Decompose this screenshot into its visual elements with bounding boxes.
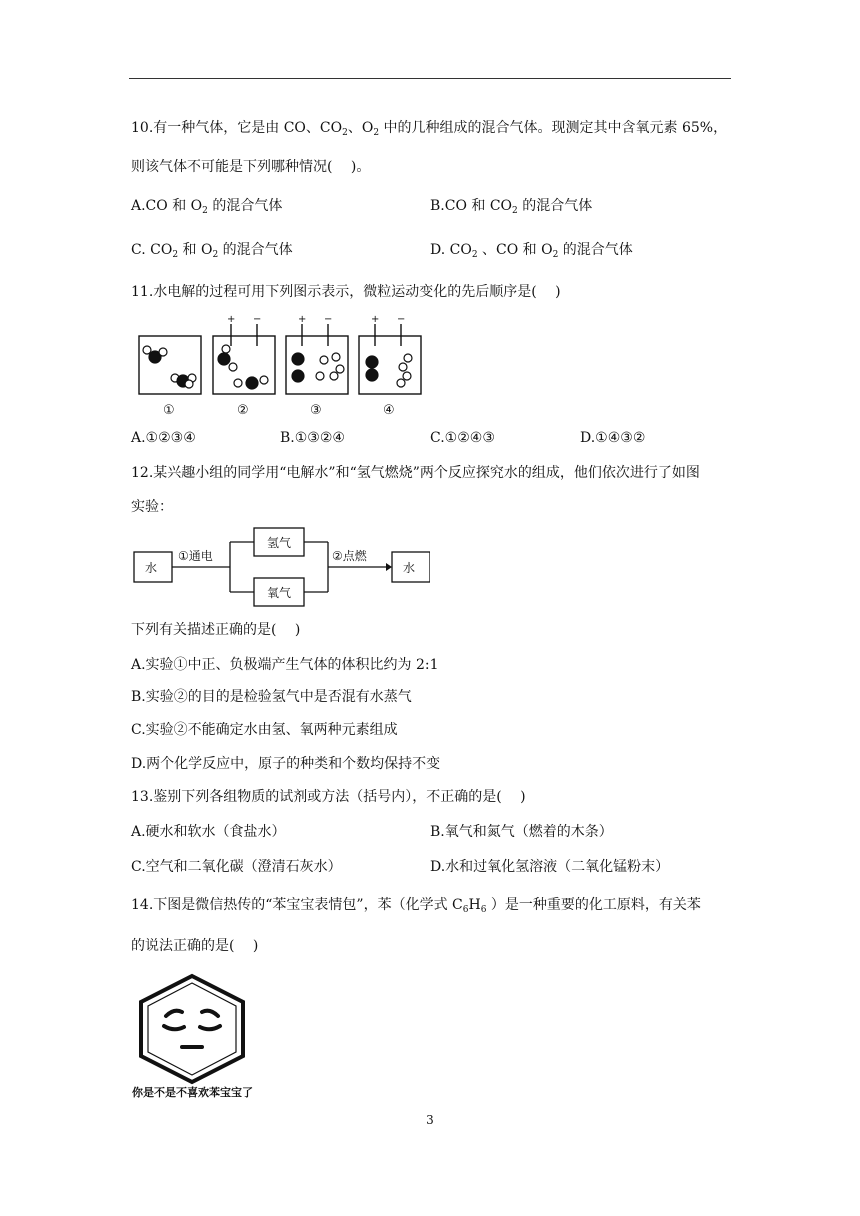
q12-option-b: B.实验②的目的是检验氢气中是否混有水蒸气 xyxy=(131,689,412,705)
q11-option-d: D.①④③② xyxy=(580,430,646,446)
q11-option-a: A.①②③④ xyxy=(131,430,196,446)
q14-stem-line2: 的说法正确的是( ) xyxy=(131,938,259,954)
q12-stem-line2: 实验： xyxy=(131,499,173,515)
step2-label: ②点燃 xyxy=(332,549,367,563)
arrow-head xyxy=(386,563,392,571)
page-number: 3 xyxy=(426,1113,434,1127)
q11-stem: 11.水电解的过程可用下列图示表示，微粒运动变化的先后顺序是( ) xyxy=(131,284,561,300)
minus-sign: − xyxy=(253,314,262,325)
minus-sign: − xyxy=(397,314,406,325)
box-hydrogen-label: 氢气 xyxy=(267,536,292,550)
q10-stem-line1: 10.有一种气体，它是由 CO、$CO_2$、$O_2$ 中的几种组成的混合气体。现测定其中含氧元素 65%， xyxy=(131,120,728,138)
hexagon-outer xyxy=(141,976,243,1082)
panel-2-label: ② xyxy=(237,403,249,418)
right-eyebrow xyxy=(202,1011,218,1016)
q10-option-c: C. $CO_2$ 和 $O_2$ 的混合气体 xyxy=(131,242,293,260)
box-water-right-label: 水 xyxy=(403,561,416,575)
panel-3-label: ③ xyxy=(310,403,322,418)
q12-option-a: A.实验①中正、负极端产生气体的体积比约为 2:1 xyxy=(131,657,439,673)
q11-option-b: B.①③②④ xyxy=(280,430,345,446)
benzene-emoji-figure xyxy=(130,972,270,1104)
q12-option-c: C.实验②不能确定水由氢、氧两种元素组成 xyxy=(131,722,398,738)
q10-stem-line2: 则该气体不可能是下列哪种情况( )。 xyxy=(131,159,371,175)
q14-stem-line1: 14.下图是微信热传的“苯宝宝表情包”，苯（化学式 $C_6H_6$ ）是一种重要的化工原料，有关苯 xyxy=(131,897,701,915)
panel-4-label: ④ xyxy=(383,403,395,418)
header-rule xyxy=(129,78,731,79)
q10-option-a: A.CO 和 $O_2$ 的混合气体 xyxy=(131,198,283,216)
q12-ask: 下列有关描述正确的是( ) xyxy=(131,622,301,638)
q13-option-b: B.氧气和氮气（燃着的木条） xyxy=(430,824,613,840)
water-composition-flowchart xyxy=(130,522,430,608)
q12-stem-line1: 12.某兴趣小组的同学用“电解水”和“氢气燃烧”两个反应探究水的组成，他们依次进行了如图 xyxy=(131,465,700,481)
right-eye xyxy=(200,1026,220,1029)
step1-label: ①通电 xyxy=(178,549,213,563)
q10-option-b: B.CO 和 $CO_2$ 的混合气体 xyxy=(430,198,593,216)
left-eye xyxy=(164,1026,184,1029)
q13-option-a: A.硬水和软水（食盐水） xyxy=(131,824,286,840)
panel-1-label: ① xyxy=(163,403,175,418)
box-oxygen-label: 氧气 xyxy=(267,586,292,600)
plus-sign: + xyxy=(298,314,307,325)
q13-option-d: D.水和过氧化氢溶液（二氧化锰粉末） xyxy=(430,859,670,875)
box-water-left-label: 水 xyxy=(145,561,158,575)
q13-option-c: C.空气和二氧化碳（澄清石灰水） xyxy=(131,859,342,875)
left-eyebrow xyxy=(166,1011,182,1016)
plus-sign: + xyxy=(227,314,236,325)
electrolysis-diagram xyxy=(135,312,425,422)
q11-option-c: C.①②④③ xyxy=(430,430,495,446)
emoji-caption: 你是不是不喜欢苯宝宝了 xyxy=(132,1086,253,1099)
hexagon-inner xyxy=(148,983,236,1075)
q13-stem: 13.鉴别下列各组物质的试剂或方法（括号内），不正确的是( ) xyxy=(131,789,526,805)
q12-option-d: D.两个化学反应中，原子的种类和个数均保持不变 xyxy=(131,756,441,772)
q10-option-d: D. $CO_2$ 、CO 和 $O_2$ 的混合气体 xyxy=(430,242,633,260)
plus-sign: + xyxy=(371,314,380,325)
minus-sign: − xyxy=(324,314,333,325)
